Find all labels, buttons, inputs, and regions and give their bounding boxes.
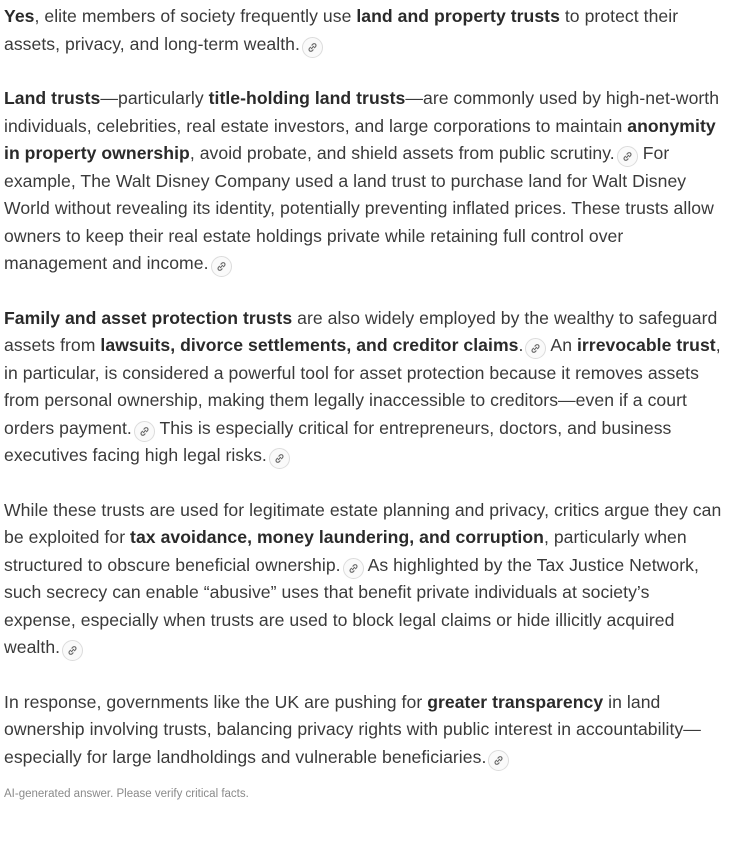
citation-link-icon[interactable] — [134, 421, 155, 442]
bold-text: title-holding land trusts — [208, 88, 406, 108]
link-icon — [307, 42, 318, 53]
text-run: For example, The Walt Disney Company used a land trust to purchase land for Walt Disney World without revealing its identity, potentially preventing inflated prices. These trusts allow owners to keep their real estate holdings private while retaining full control over management and income. — [4, 143, 714, 273]
link-icon — [493, 755, 504, 766]
bold-text: Yes — [4, 6, 35, 26]
text-run: . — [518, 335, 524, 355]
bold-text: tax avoidance, money laundering, and corruption — [130, 527, 544, 547]
paragraph — [4, 3, 726, 58]
text-run: —particularly — [100, 88, 209, 108]
paragraph — [4, 305, 726, 470]
text-run: While these trusts are used for legitimate estate planning and privacy, critics argue they can be exploited for — [4, 499, 722, 547]
ai-disclaimer: AI-generated answer. Please verify critical facts. — [4, 788, 249, 800]
paragraph — [4, 689, 726, 772]
text-run: in land ownership involving trusts, balancing privacy rights with public interest in accountability—especially for large landholdings and vulnerable beneficiaries. — [4, 691, 701, 767]
text-run: As highlighted by the Tax Justice Network, such secrecy can enable “abusive” uses that benefit private individuals at society’s expense, especially when trusts are used to block legal claims or hide illicitly acquired wealth. — [4, 554, 699, 657]
link-icon — [216, 261, 227, 272]
text-run: This is especially critical for entrepreneurs, doctors, and business executives facing high legal risks. — [4, 417, 672, 465]
text-run: In response, governments like the UK are pushing for — [4, 691, 428, 712]
bold-text: greater transparency — [427, 691, 604, 712]
bold-text: land and property trusts — [356, 6, 560, 26]
paragraph — [4, 85, 726, 278]
citation-link-icon[interactable] — [617, 146, 638, 167]
text-run: , particularly when structured to obscure beneficial ownership. — [4, 527, 687, 575]
link-icon — [67, 645, 78, 656]
paragraph — [4, 497, 726, 662]
text-run: An — [546, 335, 577, 355]
link-icon — [274, 453, 285, 464]
citation-link-icon[interactable] — [525, 338, 546, 359]
citation-link-icon[interactable] — [488, 750, 509, 771]
text-run: , avoid probate, and shield assets from public scrutiny. — [189, 143, 615, 163]
citation-link-icon[interactable] — [269, 448, 290, 469]
link-icon — [530, 343, 541, 354]
bold-text: irrevocable trust — [576, 335, 716, 355]
bold-text: Family and asset protection trusts — [4, 307, 293, 328]
link-icon — [139, 426, 150, 437]
bold-text: anonymity in property ownership — [4, 115, 716, 163]
bold-text: Land trusts — [4, 88, 101, 108]
citation-link-icon[interactable] — [211, 256, 232, 277]
citation-link-icon[interactable] — [302, 37, 323, 58]
text-run: —are commonly used by high-net-worth individuals, celebrities, real estate investors, and large corporations to maintain — [4, 88, 720, 136]
text-run: , elite members of society frequently use — [34, 6, 357, 26]
bold-text: lawsuits, divorce settlements, and creditor claims — [100, 335, 519, 355]
text-run: are also widely employed by the wealthy to safeguard assets from — [4, 307, 718, 355]
citation-link-icon[interactable] — [343, 558, 364, 579]
link-icon — [348, 563, 359, 574]
link-icon — [622, 151, 633, 162]
citation-link-icon[interactable] — [62, 640, 83, 661]
text-run: to protect their assets, privacy, and long-term wealth. — [4, 6, 679, 54]
text-run: , in particular, is considered a powerful tool for asset protection because it removes assets from personal ownership, making them legally inaccessible to creditors—even if a court orders payment. — [4, 335, 721, 438]
